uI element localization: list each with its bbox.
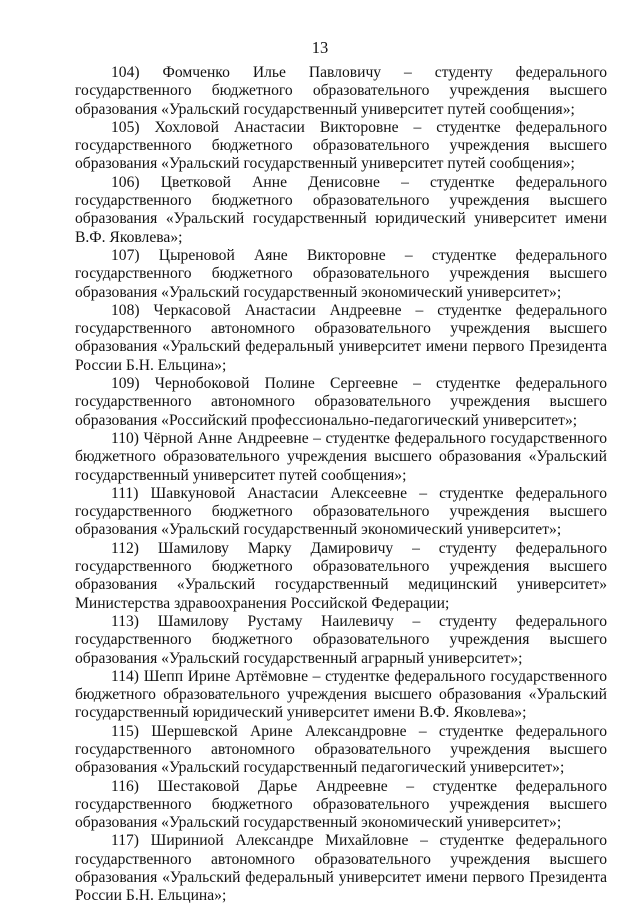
list-item: 105) Хохловой Анастасии Викторовне – студентке федерального государственного бюджетного образовательного учреждения высшего образования «Уральский государственный университет путей сообщения»; [75, 118, 607, 173]
page-number: 13 [311, 38, 329, 57]
list-item: 109) Чернобоковой Полине Сергеевне – студентке федерального государственного автономного образовательного учреждения высшего образования «Российский профессионально-педагогический университет»; [75, 375, 607, 429]
list-item: 114) Шепп Ирине Артёмовне – студентке федерального государственного бюджетного образовательного учреждения высшего образования «Уральский государственный юридический университет имени В.Ф. Яковлева»; [75, 667, 607, 722]
list-item: 108) Черкасовой Анастасии Андреевне – студентке федерального государственного автономного образовательного учреждения высшего образования «Уральский федеральный университет имени первого Президента России Б.Н. Ельцина»; [75, 301, 607, 374]
list-item: 110) Чёрной Анне Андреевне – студентке федерального государственного бюджетного образовательного учреждения высшего образования «Уральский государственный университет путей сообщения»; [75, 429, 607, 484]
list-item: 115) Шершевской Арине Александровне – студентке федерального государственного автономного образовательного учреждения высшего образования «Уральский государственный педагогический университет»; [75, 722, 607, 777]
list-item: 111) Шавкуновой Анастасии Алексеевне – студентке федерального государственного бюджетного образовательного учреждения высшего образования «Уральский государственный экономический университет»; [75, 484, 607, 539]
list-item: 104) Фомченко Илье Павловичу – студенту федерального государственного бюджетного образовательного учреждения высшего образования «Уральский государственный университет путей сообщения»; [75, 64, 607, 118]
list-item: 112) Шамилову Марку Дамировичу – студенту федерального государственного бюджетного образовательного учреждения высшего образования «Уральский государственный медицинский университет» Министерства здравоохранения Российской Федерации; [75, 539, 607, 612]
list-item: 107) Цыреновой Аяне Викторовне – студентке федерального государственного бюджетного образовательного учреждения высшего образования «Уральский государственный экономический университет»; [75, 246, 607, 301]
list-item: 113) Шамилову Рустаму Наилевичу – студенту федерального государственного бюджетного образовательного учреждения высшего образования «Уральский государственный аграрный университет»; [75, 612, 607, 667]
list-item: 116) Шестаковой Дарье Андреевне – студентке федерального государственного бюджетного образовательного учреждения высшего образования «Уральский государственный экономический университет»; [75, 777, 607, 832]
list-item: 106) Цветковой Анне Денисовне – студентке федерального государственного бюджетного образовательного учреждения высшего образования «Уральский государственный юридический университет имени В.Ф. Яковлева»; [75, 173, 607, 246]
document-body [75, 64, 607, 906]
list-item: 117) Шириниой Александре Михайловне – студентке федерального государственного автономного образовательного учреждения высшего образования «Уральский федеральный университет имени первого Президента России Б.Н. Ельцина»; [75, 832, 607, 905]
